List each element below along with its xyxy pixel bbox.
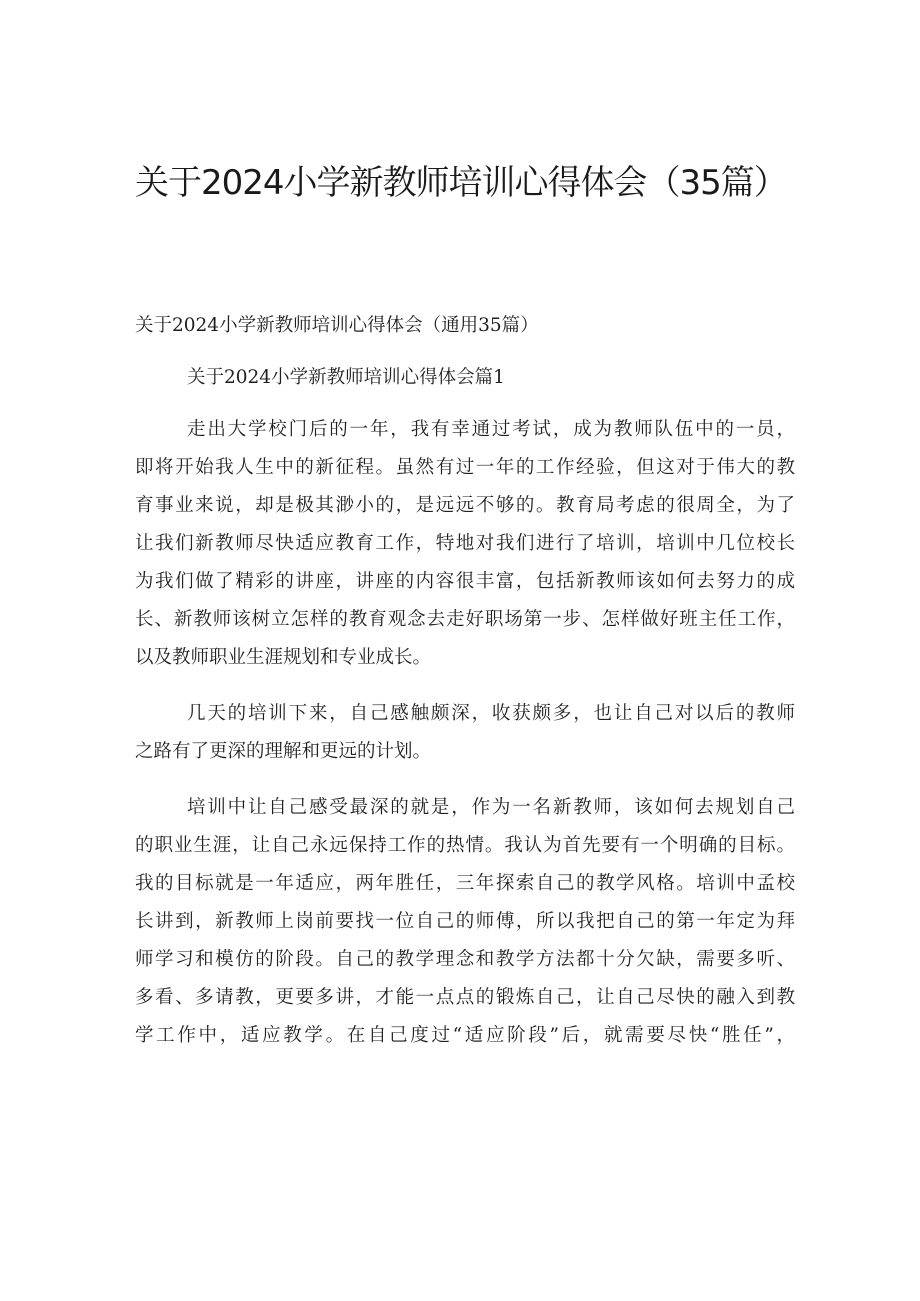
paragraph-line: 多看、多请教，更要多讲，才能一点点的锻炼自己，让自己尽快的融入到教 [135,987,795,1008]
paragraph-line: 为我们做了精彩的讲座，讲座的内容很丰富，包括新教师该如何去努力的成 [135,571,795,592]
paragraph [135,695,795,771]
paragraph-line: 的职业生涯，让自己永远保持工作的热情。我认为首先要有一个明确的目标。 [135,835,795,856]
paragraph-line: 师学习和模仿的阶段。自己的教学理念和教学方法都十分欠缺，需要多听、 [135,949,795,970]
paragraph-line: 育事业来说，却是极其渺小的，是远远不够的。教育局考虑的很周全，为了 [135,495,795,516]
document-body [135,307,795,1055]
paragraph-line: 我的目标就是一年适应，两年胜任，三年探索自己的教学风格。培训中孟校 [135,873,795,894]
paragraph-line: 几天的培训下来，自己感触颇深，收获颇多，也让自己对以后的教师 [187,703,795,724]
paragraph [135,411,795,677]
paragraph-line: 让我们新教师尽快适应教育工作，特地对我们进行了培训，培训中几位校长 [135,533,795,554]
section-heading: 关于2024小学新教师培训心得体会篇1 [187,367,505,388]
paragraph-line: 即将开始我人生中的新征程。虽然有过一年的工作经验，但这对于伟大的教 [135,457,795,478]
paragraph [135,789,795,1055]
paragraph-line: 之路有了更深的理解和更远的计划。 [135,741,432,762]
paragraph-line: 以及教师职业生涯规划和专业成长。 [135,647,432,668]
paragraph-line: 走出大学校门后的一年，我有幸通过考试，成为教师队伍中的一员， [187,419,795,440]
paragraph-line: 学工作中，适应教学。在自己度过“适应阶段”后，就需要尽快“胜任”， [135,1025,795,1046]
document-title: 关于2024小学新教师培训心得体会（35篇） [135,163,787,203]
paragraph-line: 长、新教师该树立怎样的教育观念去走好职场第一步、怎样做好班主任工作， [135,609,795,630]
document-subtitle: 关于2024小学新教师培训心得体会（通用35篇） [135,315,539,336]
paragraph-line: 长讲到，新教师上岗前要找一位自己的师傅，所以我把自己的第一年定为拜 [135,911,795,932]
paragraph-line: 培训中让自己感受最深的就是，作为一名新教师，该如何去规划自己 [187,797,795,818]
